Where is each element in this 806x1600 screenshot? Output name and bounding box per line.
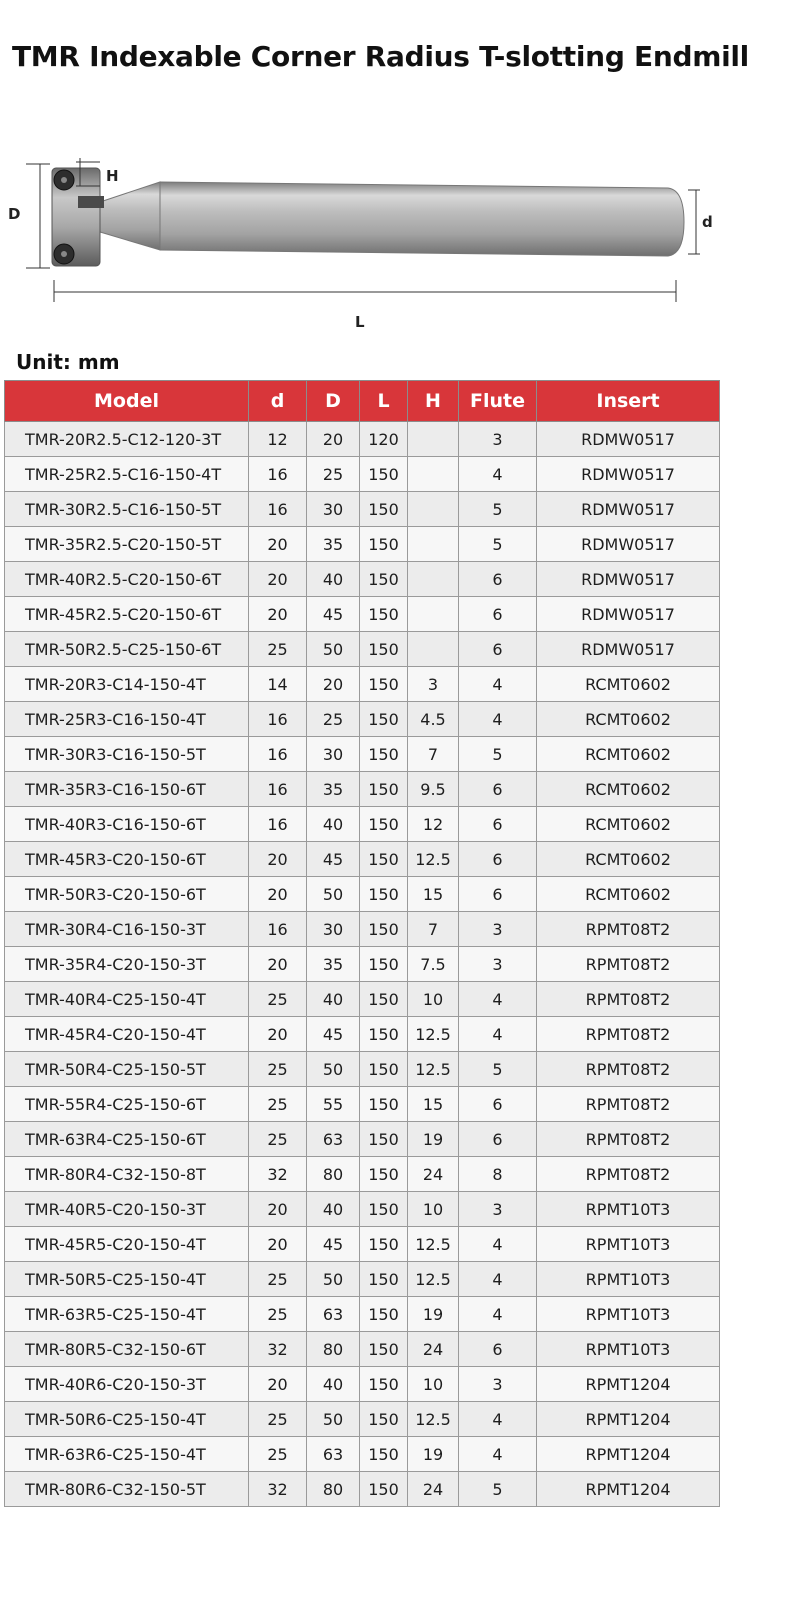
cell-model: TMR-40R6-C20-150-3T <box>5 1367 249 1402</box>
table-row <box>5 1192 720 1227</box>
cell-D: 40 <box>307 807 360 842</box>
table-row <box>5 1332 720 1367</box>
cell-H <box>408 597 459 632</box>
cell-insert: RPMT10T3 <box>537 1262 720 1297</box>
cell-d: 32 <box>249 1472 307 1507</box>
table-row <box>5 877 720 912</box>
table-row <box>5 1437 720 1472</box>
cell-L: 150 <box>360 1192 408 1227</box>
cell-flute: 6 <box>459 562 537 597</box>
cell-L: 150 <box>360 1297 408 1332</box>
cell-L: 150 <box>360 492 408 527</box>
cell-H <box>408 457 459 492</box>
cell-flute: 4 <box>459 667 537 702</box>
header-H: H <box>408 381 459 422</box>
cell-d: 20 <box>249 527 307 562</box>
cell-H: 12.5 <box>408 1017 459 1052</box>
cell-flute: 3 <box>459 947 537 982</box>
cell-insert: RDMW0517 <box>537 422 720 457</box>
table-row <box>5 1157 720 1192</box>
table-row <box>5 457 720 492</box>
table-row <box>5 1017 720 1052</box>
cell-flute: 6 <box>459 772 537 807</box>
cell-L: 150 <box>360 1472 408 1507</box>
cell-insert: RPMT10T3 <box>537 1227 720 1262</box>
cell-L: 150 <box>360 1087 408 1122</box>
table-row <box>5 422 720 457</box>
cell-insert: RCMT0602 <box>537 842 720 877</box>
cell-insert: RDMW0517 <box>537 457 720 492</box>
cell-H: 24 <box>408 1472 459 1507</box>
table-row <box>5 597 720 632</box>
cell-L: 150 <box>360 807 408 842</box>
table-row <box>5 562 720 597</box>
cell-H <box>408 492 459 527</box>
cell-d: 25 <box>249 1437 307 1472</box>
cell-D: 80 <box>307 1472 360 1507</box>
table-row <box>5 492 720 527</box>
table-row <box>5 1297 720 1332</box>
cell-L: 150 <box>360 877 408 912</box>
cell-L: 150 <box>360 1332 408 1367</box>
cell-d: 32 <box>249 1332 307 1367</box>
cell-insert: RPMT10T3 <box>537 1332 720 1367</box>
cell-H: 10 <box>408 1192 459 1227</box>
cell-insert: RPMT08T2 <box>537 982 720 1017</box>
table-row <box>5 1402 720 1437</box>
cell-d: 16 <box>249 702 307 737</box>
cell-insert: RDMW0517 <box>537 527 720 562</box>
cell-L: 150 <box>360 1052 408 1087</box>
cell-d: 20 <box>249 1192 307 1227</box>
cell-flute: 5 <box>459 737 537 772</box>
header-d: d <box>249 381 307 422</box>
cell-d: 20 <box>249 1227 307 1262</box>
cell-D: 30 <box>307 492 360 527</box>
cell-flute: 4 <box>459 1227 537 1262</box>
endmill-neck <box>100 182 160 250</box>
cell-model: TMR-35R2.5-C20-150-5T <box>5 527 249 562</box>
cell-model: TMR-50R6-C25-150-4T <box>5 1402 249 1437</box>
table-row <box>5 1227 720 1262</box>
cell-H: 24 <box>408 1157 459 1192</box>
cell-model: TMR-45R4-C20-150-4T <box>5 1017 249 1052</box>
cell-flute: 3 <box>459 1192 537 1227</box>
cell-insert: RPMT10T3 <box>537 1192 720 1227</box>
cell-L: 150 <box>360 1367 408 1402</box>
cell-model: TMR-35R3-C16-150-6T <box>5 772 249 807</box>
cell-H: 7 <box>408 737 459 772</box>
cell-D: 80 <box>307 1157 360 1192</box>
cell-D: 63 <box>307 1437 360 1472</box>
cell-d: 25 <box>249 1052 307 1087</box>
cell-D: 30 <box>307 737 360 772</box>
dim-label-D: D <box>8 205 21 223</box>
cell-insert: RCMT0602 <box>537 772 720 807</box>
cell-flute: 6 <box>459 1122 537 1157</box>
page-title: TMR Indexable Corner Radius T-slotting Endmill <box>12 40 749 73</box>
cell-flute: 8 <box>459 1157 537 1192</box>
cell-d: 16 <box>249 457 307 492</box>
cell-insert: RPMT08T2 <box>537 1157 720 1192</box>
cell-flute: 6 <box>459 842 537 877</box>
cell-H: 19 <box>408 1122 459 1157</box>
cell-H <box>408 422 459 457</box>
cell-H <box>408 527 459 562</box>
cell-L: 150 <box>360 772 408 807</box>
cell-flute: 5 <box>459 527 537 562</box>
cell-model: TMR-80R4-C32-150-8T <box>5 1157 249 1192</box>
cell-H: 15 <box>408 1087 459 1122</box>
table-row <box>5 1052 720 1087</box>
table-row <box>5 1367 720 1402</box>
table-row <box>5 1472 720 1507</box>
cell-flute: 4 <box>459 702 537 737</box>
cell-L: 150 <box>360 1262 408 1297</box>
cell-insert: RCMT0602 <box>537 667 720 702</box>
cell-H: 15 <box>408 877 459 912</box>
cell-D: 80 <box>307 1332 360 1367</box>
cell-model: TMR-50R5-C25-150-4T <box>5 1262 249 1297</box>
cell-insert: RPMT1204 <box>537 1402 720 1437</box>
table-row <box>5 1087 720 1122</box>
cell-L: 150 <box>360 632 408 667</box>
cell-model: TMR-63R6-C25-150-4T <box>5 1437 249 1472</box>
cell-model: TMR-63R5-C25-150-4T <box>5 1297 249 1332</box>
cell-flute: 4 <box>459 982 537 1017</box>
cell-model: TMR-20R3-C14-150-4T <box>5 667 249 702</box>
cell-D: 35 <box>307 947 360 982</box>
cell-model: TMR-45R5-C20-150-4T <box>5 1227 249 1262</box>
cell-H: 12.5 <box>408 1052 459 1087</box>
cell-model: TMR-30R3-C16-150-5T <box>5 737 249 772</box>
cell-D: 35 <box>307 772 360 807</box>
cell-L: 150 <box>360 1122 408 1157</box>
cell-H: 24 <box>408 1332 459 1367</box>
cell-L: 150 <box>360 562 408 597</box>
header-flute: Flute <box>459 381 537 422</box>
cell-H: 19 <box>408 1437 459 1472</box>
cell-flute: 4 <box>459 1437 537 1472</box>
cell-d: 25 <box>249 1402 307 1437</box>
cell-D: 50 <box>307 632 360 667</box>
cell-model: TMR-40R3-C16-150-6T <box>5 807 249 842</box>
cell-model: TMR-25R3-C16-150-4T <box>5 702 249 737</box>
cell-d: 25 <box>249 1087 307 1122</box>
cell-H: 7 <box>408 912 459 947</box>
cell-L: 150 <box>360 912 408 947</box>
cell-H: 3 <box>408 667 459 702</box>
cell-flute: 6 <box>459 597 537 632</box>
cell-flute: 4 <box>459 1297 537 1332</box>
cell-model: TMR-63R4-C25-150-6T <box>5 1122 249 1157</box>
cell-insert: RPMT08T2 <box>537 1052 720 1087</box>
cell-insert: RPMT10T3 <box>537 1297 720 1332</box>
cell-D: 50 <box>307 1052 360 1087</box>
cell-flute: 5 <box>459 492 537 527</box>
cell-insert: RDMW0517 <box>537 632 720 667</box>
cell-d: 20 <box>249 597 307 632</box>
cell-L: 150 <box>360 667 408 702</box>
cell-D: 40 <box>307 982 360 1017</box>
cell-d: 12 <box>249 422 307 457</box>
cell-flute: 3 <box>459 422 537 457</box>
cell-insert: RPMT1204 <box>537 1437 720 1472</box>
cell-insert: RPMT08T2 <box>537 1087 720 1122</box>
cell-D: 25 <box>307 702 360 737</box>
table-row <box>5 842 720 877</box>
cell-insert: RPMT08T2 <box>537 1122 720 1157</box>
cell-D: 40 <box>307 1367 360 1402</box>
dim-label-L: L <box>355 313 365 331</box>
cell-L: 150 <box>360 1017 408 1052</box>
table-row <box>5 667 720 702</box>
cell-d: 20 <box>249 842 307 877</box>
cell-D: 20 <box>307 422 360 457</box>
cell-L: 150 <box>360 737 408 772</box>
cell-H: 12.5 <box>408 1227 459 1262</box>
cell-flute: 3 <box>459 912 537 947</box>
cell-D: 55 <box>307 1087 360 1122</box>
cell-model: TMR-50R3-C20-150-6T <box>5 877 249 912</box>
cell-H: 12.5 <box>408 842 459 877</box>
cell-L: 150 <box>360 1157 408 1192</box>
cell-insert: RPMT08T2 <box>537 912 720 947</box>
unit-label: Unit: mm <box>16 350 120 374</box>
cell-D: 45 <box>307 597 360 632</box>
cell-flute: 6 <box>459 877 537 912</box>
cell-flute: 6 <box>459 1332 537 1367</box>
cell-D: 45 <box>307 1017 360 1052</box>
endmill-diagram <box>0 150 740 340</box>
cell-L: 150 <box>360 1227 408 1262</box>
cell-H: 12 <box>408 807 459 842</box>
cell-D: 45 <box>307 1227 360 1262</box>
table-row <box>5 1262 720 1297</box>
table-row <box>5 632 720 667</box>
cell-D: 40 <box>307 1192 360 1227</box>
table-row <box>5 737 720 772</box>
cell-H: 7.5 <box>408 947 459 982</box>
cell-model: TMR-40R4-C25-150-4T <box>5 982 249 1017</box>
cell-flute: 6 <box>459 632 537 667</box>
cell-model: TMR-50R4-C25-150-5T <box>5 1052 249 1087</box>
cell-insert: RDMW0517 <box>537 492 720 527</box>
header-insert: Insert <box>537 381 720 422</box>
cell-flute: 5 <box>459 1472 537 1507</box>
cell-d: 20 <box>249 947 307 982</box>
cell-d: 16 <box>249 912 307 947</box>
cell-flute: 6 <box>459 807 537 842</box>
cell-L: 150 <box>360 842 408 877</box>
table-row <box>5 947 720 982</box>
cell-L: 150 <box>360 527 408 562</box>
cell-d: 20 <box>249 562 307 597</box>
cell-L: 150 <box>360 597 408 632</box>
cell-d: 14 <box>249 667 307 702</box>
cell-L: 150 <box>360 1402 408 1437</box>
cell-model: TMR-45R3-C20-150-6T <box>5 842 249 877</box>
cell-D: 63 <box>307 1122 360 1157</box>
cell-insert: RDMW0517 <box>537 562 720 597</box>
table-row <box>5 772 720 807</box>
cell-d: 25 <box>249 982 307 1017</box>
cell-H: 9.5 <box>408 772 459 807</box>
dim-label-d: d <box>702 213 713 231</box>
cell-flute: 4 <box>459 1262 537 1297</box>
cell-L: 120 <box>360 422 408 457</box>
cell-model: TMR-80R6-C32-150-5T <box>5 1472 249 1507</box>
cell-flute: 5 <box>459 1052 537 1087</box>
cell-H: 12.5 <box>408 1262 459 1297</box>
cell-d: 32 <box>249 1157 307 1192</box>
cell-insert: RCMT0602 <box>537 702 720 737</box>
cell-insert: RDMW0517 <box>537 597 720 632</box>
cell-insert: RCMT0602 <box>537 737 720 772</box>
spec-table <box>4 380 720 1507</box>
cell-H: 10 <box>408 982 459 1017</box>
cell-flute: 6 <box>459 1087 537 1122</box>
table-row <box>5 527 720 562</box>
cell-insert: RPMT08T2 <box>537 947 720 982</box>
cell-d: 16 <box>249 492 307 527</box>
cell-L: 150 <box>360 947 408 982</box>
cell-D: 50 <box>307 877 360 912</box>
cell-H: 10 <box>408 1367 459 1402</box>
cell-H: 4.5 <box>408 702 459 737</box>
cell-model: TMR-40R2.5-C20-150-6T <box>5 562 249 597</box>
cell-d: 16 <box>249 807 307 842</box>
cell-insert: RPMT1204 <box>537 1367 720 1402</box>
dim-label-H: H <box>106 167 119 185</box>
cell-D: 50 <box>307 1262 360 1297</box>
table-row <box>5 912 720 947</box>
cell-D: 45 <box>307 842 360 877</box>
cell-L: 150 <box>360 457 408 492</box>
cell-insert: RCMT0602 <box>537 807 720 842</box>
table-header-row <box>5 381 720 422</box>
cell-model: TMR-30R2.5-C16-150-5T <box>5 492 249 527</box>
cell-d: 25 <box>249 1297 307 1332</box>
cell-d: 20 <box>249 1367 307 1402</box>
cell-model: TMR-30R4-C16-150-3T <box>5 912 249 947</box>
header-model: Model <box>5 381 249 422</box>
cell-d: 25 <box>249 632 307 667</box>
cell-d: 20 <box>249 877 307 912</box>
table-row <box>5 702 720 737</box>
cell-d: 25 <box>249 1122 307 1157</box>
cell-model: TMR-20R2.5-C12-120-3T <box>5 422 249 457</box>
table-row <box>5 1122 720 1157</box>
endmill-shank <box>160 182 684 256</box>
cell-H <box>408 562 459 597</box>
cell-L: 150 <box>360 702 408 737</box>
cell-D: 25 <box>307 457 360 492</box>
cell-insert: RPMT08T2 <box>537 1017 720 1052</box>
cell-model: TMR-45R2.5-C20-150-6T <box>5 597 249 632</box>
cell-D: 50 <box>307 1402 360 1437</box>
header-D: D <box>307 381 360 422</box>
cell-d: 20 <box>249 1017 307 1052</box>
cell-H <box>408 632 459 667</box>
cell-D: 63 <box>307 1297 360 1332</box>
cell-model: TMR-80R5-C32-150-6T <box>5 1332 249 1367</box>
cell-model: TMR-40R5-C20-150-3T <box>5 1192 249 1227</box>
cell-D: 20 <box>307 667 360 702</box>
table-row <box>5 982 720 1017</box>
cell-insert: RPMT1204 <box>537 1472 720 1507</box>
table-body <box>5 422 720 1507</box>
cell-model: TMR-55R4-C25-150-6T <box>5 1087 249 1122</box>
cell-model: TMR-35R4-C20-150-3T <box>5 947 249 982</box>
cell-L: 150 <box>360 1437 408 1472</box>
header-L: L <box>360 381 408 422</box>
cell-d: 16 <box>249 772 307 807</box>
cell-L: 150 <box>360 982 408 1017</box>
cell-flute: 4 <box>459 1017 537 1052</box>
cell-H: 12.5 <box>408 1402 459 1437</box>
cell-D: 30 <box>307 912 360 947</box>
cell-insert: RCMT0602 <box>537 877 720 912</box>
cell-model: TMR-25R2.5-C16-150-4T <box>5 457 249 492</box>
cell-model: TMR-50R2.5-C25-150-6T <box>5 632 249 667</box>
cell-d: 16 <box>249 737 307 772</box>
cell-flute: 4 <box>459 1402 537 1437</box>
cell-D: 35 <box>307 527 360 562</box>
cell-D: 40 <box>307 562 360 597</box>
cell-flute: 3 <box>459 1367 537 1402</box>
cell-H: 19 <box>408 1297 459 1332</box>
cell-d: 25 <box>249 1262 307 1297</box>
cell-flute: 4 <box>459 457 537 492</box>
table-row <box>5 807 720 842</box>
